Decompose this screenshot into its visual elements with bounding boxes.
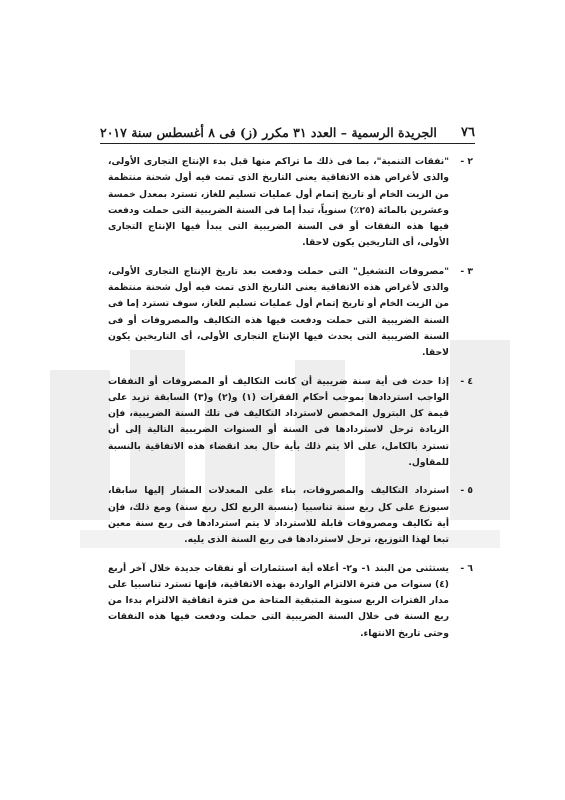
clause-text: يستثنى من البند ١- و٢- أعلاه أية استثمارات أو نفقات جديدة خلال آخر أربع (٤) سنوات من فترة الالتزام الواردة بهذه الاتفاقية، فإنها تسترد تناسبيا على مدار الفترات الربع سنوية المتبقية المتاحة من فترة اتفاقية الالتزام بدءا من ربع السنة فى خلال السنة الضريبية التى حملت ودفعت فيها هذه النفقات وحتى تاريخ الانتهاء. [108, 562, 449, 639]
clause-number: ٢ - [460, 156, 473, 167]
clause-item [108, 374, 473, 472]
clause-item [108, 483, 473, 548]
clause-text: استرداد التكاليف والمصروفات، بناء على المعدلات المشار إليها سابقا، سيوزع على كل ربع سنة تناسبيا (بنسبة الربع لكل ربع سنة) ومع ذلك، فإن أية تكاليف ومصروفات قابلة للاسترداد لا يتم استردادها فى ربع سنة معين تبعا لهذا التوزيع، ترحل لاستردادها فى ربع السنة الذى يليه. [108, 485, 449, 546]
clause-number: ٣ - [460, 265, 473, 277]
clause-number: ٦ - [460, 562, 473, 574]
clause-number: ٤ - [460, 375, 473, 387]
clause-number: ٥ - [460, 485, 473, 497]
page-header [100, 116, 475, 140]
header-divider [100, 143, 475, 144]
clause-item [108, 154, 473, 252]
clause-item [108, 264, 473, 362]
gazette-header-title: الجريدة الرسمية – العدد ٣١ مكرر (ز) فى ٨ أغسطس سنة ٢٠١٧ [100, 125, 437, 140]
document-body [108, 154, 473, 654]
clause-item [108, 561, 473, 642]
clause-text: "مصروفات التشغيل" التى حملت ودفعت بعد تاريخ الإنتاج التجارى الأولى، والذى لأغراض هذه الاتفاقية يعنى التاريخ الذى تمت فيه أول شحنة منتظمة من الزيت الخام أو تاريخ إتمام أول عمليات تسليم للغاز، سوف تسترد إما فى السنة الضريبية التى حملت ودفعت فيها هذه التكاليف والمصروفات أو فى السنة الضريبية التى يحدث فيها الإنتاج التجارى الأولى، أى التاريخين يكون لاحقا. [108, 265, 449, 359]
clause-text: إذا حدث فى أية سنة ضريبية أن كانت التكاليف أو المصروفات أو النفقات الواجب استردادها بموجب أحكام الفقرات (١) و(٢) و(٣) السابقة تزيد على قيمة كل البترول المخصص لاسترداد التكاليف فى تلك السنة الضريبية، فإن الزيادة ترحل لاستردادها فى السنة أو السنوات الضريبية التالية إلى أن تسترد بالكامل، على ألا يتم ذلك بأية حال بعد انقضاء هذه الاتفاقية بالنسبة للمقاول. [108, 375, 450, 469]
clause-text: "نفقات التنمية"، بما فى ذلك ما تراكم منها قبل بدء الإنتاج التجارى الأولى، والذى لأغراض هذه الاتفاقية يعنى التاريخ الذى تمت فيه أول شحنة منتظمة من الزيت الخام أو تاريخ إتمام أول عمليات تسليم للغاز، تسترد بمعدل خمسة وعشرين بالمائة (٢٥٪) سنوياً، تبدأ إما فى السنة الضريبية التى حملت ودفعت فيها هذه النفقات أو فى السنة الضريبية التى يبدأ فيها الإنتاج التجارى الأولى، أى التاريخين يكون لاحقا. [108, 156, 449, 249]
page-number: ٧٦ [461, 125, 475, 140]
